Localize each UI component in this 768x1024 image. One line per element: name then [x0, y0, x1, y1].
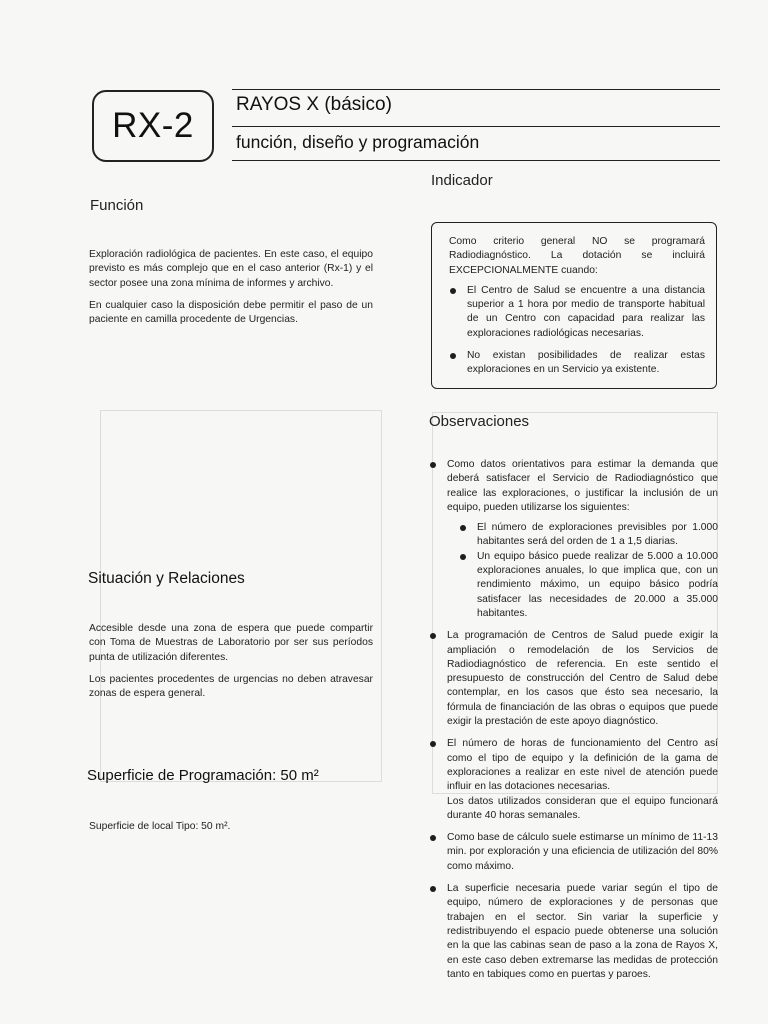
observaciones-subitem: Un equipo básico puede realizar de 5.000 a 10.000 exploraciones anuales, lo que implica que, con un rendimiento máximo, un equipo básico podría satisfacer las necesidades de 20.000 a 35.000 habitantes. — [459, 550, 718, 621]
sheet-code: RX-2 — [112, 106, 194, 145]
funcion-paragraph-1: Exploración radiológica de pacientes. En este caso, el equipo previsto es más complejo que en el caso anterior (Rx-1) y el sector posee una zona mínima de informes y archivo. — [89, 249, 373, 289]
bleed-through-plan-left — [100, 410, 382, 782]
indicador-item: No existan posibilidades de realizar estas exploraciones en un Servicio ya existente. — [449, 349, 705, 378]
observaciones-item — [429, 737, 718, 823]
observaciones-item-text: El número de horas de funcionamiento del Centro así como el tipo de equipo y la definición de la gama de exploraciones a realizar en este nivel de atención puede influir en las dotaciones necesarias. — [447, 738, 718, 793]
indicador-list — [449, 284, 705, 378]
observaciones-sublist — [459, 521, 718, 621]
indicador-item: El Centro de Salud se encuentre a una distancia superior a 1 hora por medio de transporte habitual de un Centro con capacidad para realizar las exploraciones radiológicas necesarias. — [449, 284, 705, 341]
observaciones-heading: Observaciones — [429, 413, 530, 430]
observaciones-list — [429, 458, 718, 982]
superficie-heading: Superficie de Programación: 50 m² — [87, 767, 319, 784]
funcion-paragraph-2: En cualquier caso la disposición debe permitir el paso de un paciente en camilla procedente de Urgencias. — [89, 299, 373, 326]
observaciones-item: Como base de cálculo suele estimarse un mínimo de 11-13 min. por exploración y una eficiencia de utilización del 80% como máximo. — [429, 831, 718, 874]
observaciones-item-text: Los datos utilizados consideran que el equipo funcionará durante 40 horas semanales. — [447, 795, 718, 821]
funcion-text — [89, 248, 373, 327]
page-subtitle: función, diseño y programación — [236, 132, 480, 152]
situacion-paragraph-1: Accesible desde una zona de espera que puede compartir con Toma de Muestras de Laboratorio por ser sus períodos punta de utilización diferentes. — [89, 623, 373, 663]
indicador-intro: Como criterio general NO se programará Radiodiagnóstico. La dotación se incluirá EXCEPCIONALMENTE cuando: — [449, 236, 705, 276]
superficie-text: Superficie de local Tipo: 50 m². — [89, 821, 231, 832]
header-rule-bottom — [232, 160, 720, 161]
observaciones-item — [429, 458, 718, 621]
header-rule-top — [232, 89, 720, 90]
header-rule-middle — [232, 126, 720, 127]
funcion-heading: Función — [90, 197, 144, 214]
situacion-heading: Situación y Relaciones — [88, 570, 245, 587]
indicador-text — [449, 235, 705, 378]
observaciones-subitem: El número de exploraciones previsibles por 1.000 habitantes será del orden de 1 a 1,5 diarias. — [459, 521, 718, 550]
observaciones-item-text: Como datos orientativos para estimar la demanda que deberá satisfacer el Servicio de Radiodiagnóstico que realice las exploraciones, o justificar la inclusión de un equipo, pueden utilizarse los siguientes: — [447, 459, 718, 513]
indicador-heading: Indicador — [431, 172, 493, 189]
observaciones-item: La superficie necesaria puede variar según el tipo de equipo, número de exploraciones y de personas que trabajen en el sector. Sin variar la superficie y redistribuyendo el espacio puede obtenerse una solución en la que las cabinas sean de paso a la zona de Rayos X, en este caso deben extremarse las medidas de protección tanto en tabiques como en puertas y paroes. — [429, 882, 718, 982]
sheet-code-badge — [92, 90, 214, 162]
page-title: RAYOS X (básico) — [236, 94, 392, 115]
situacion-paragraph-2: Los pacientes procedentes de urgencias no deben atravesar zonas de espera general. — [89, 673, 373, 700]
observaciones-item: La programación de Centros de Salud puede exigir la ampliación o remodelación de los Servicios de Radiodiagnóstico de referencia. En este sentido el presupuesto de construcción del Centro de Salud debe contemplar, en los casos que ésto sea necesario, la fórmula de financiación de las obras o equipos que puede exigir la prestación de este apoyo diagnóstico. — [429, 629, 718, 729]
situacion-text — [89, 622, 373, 701]
observaciones-text — [429, 458, 718, 982]
